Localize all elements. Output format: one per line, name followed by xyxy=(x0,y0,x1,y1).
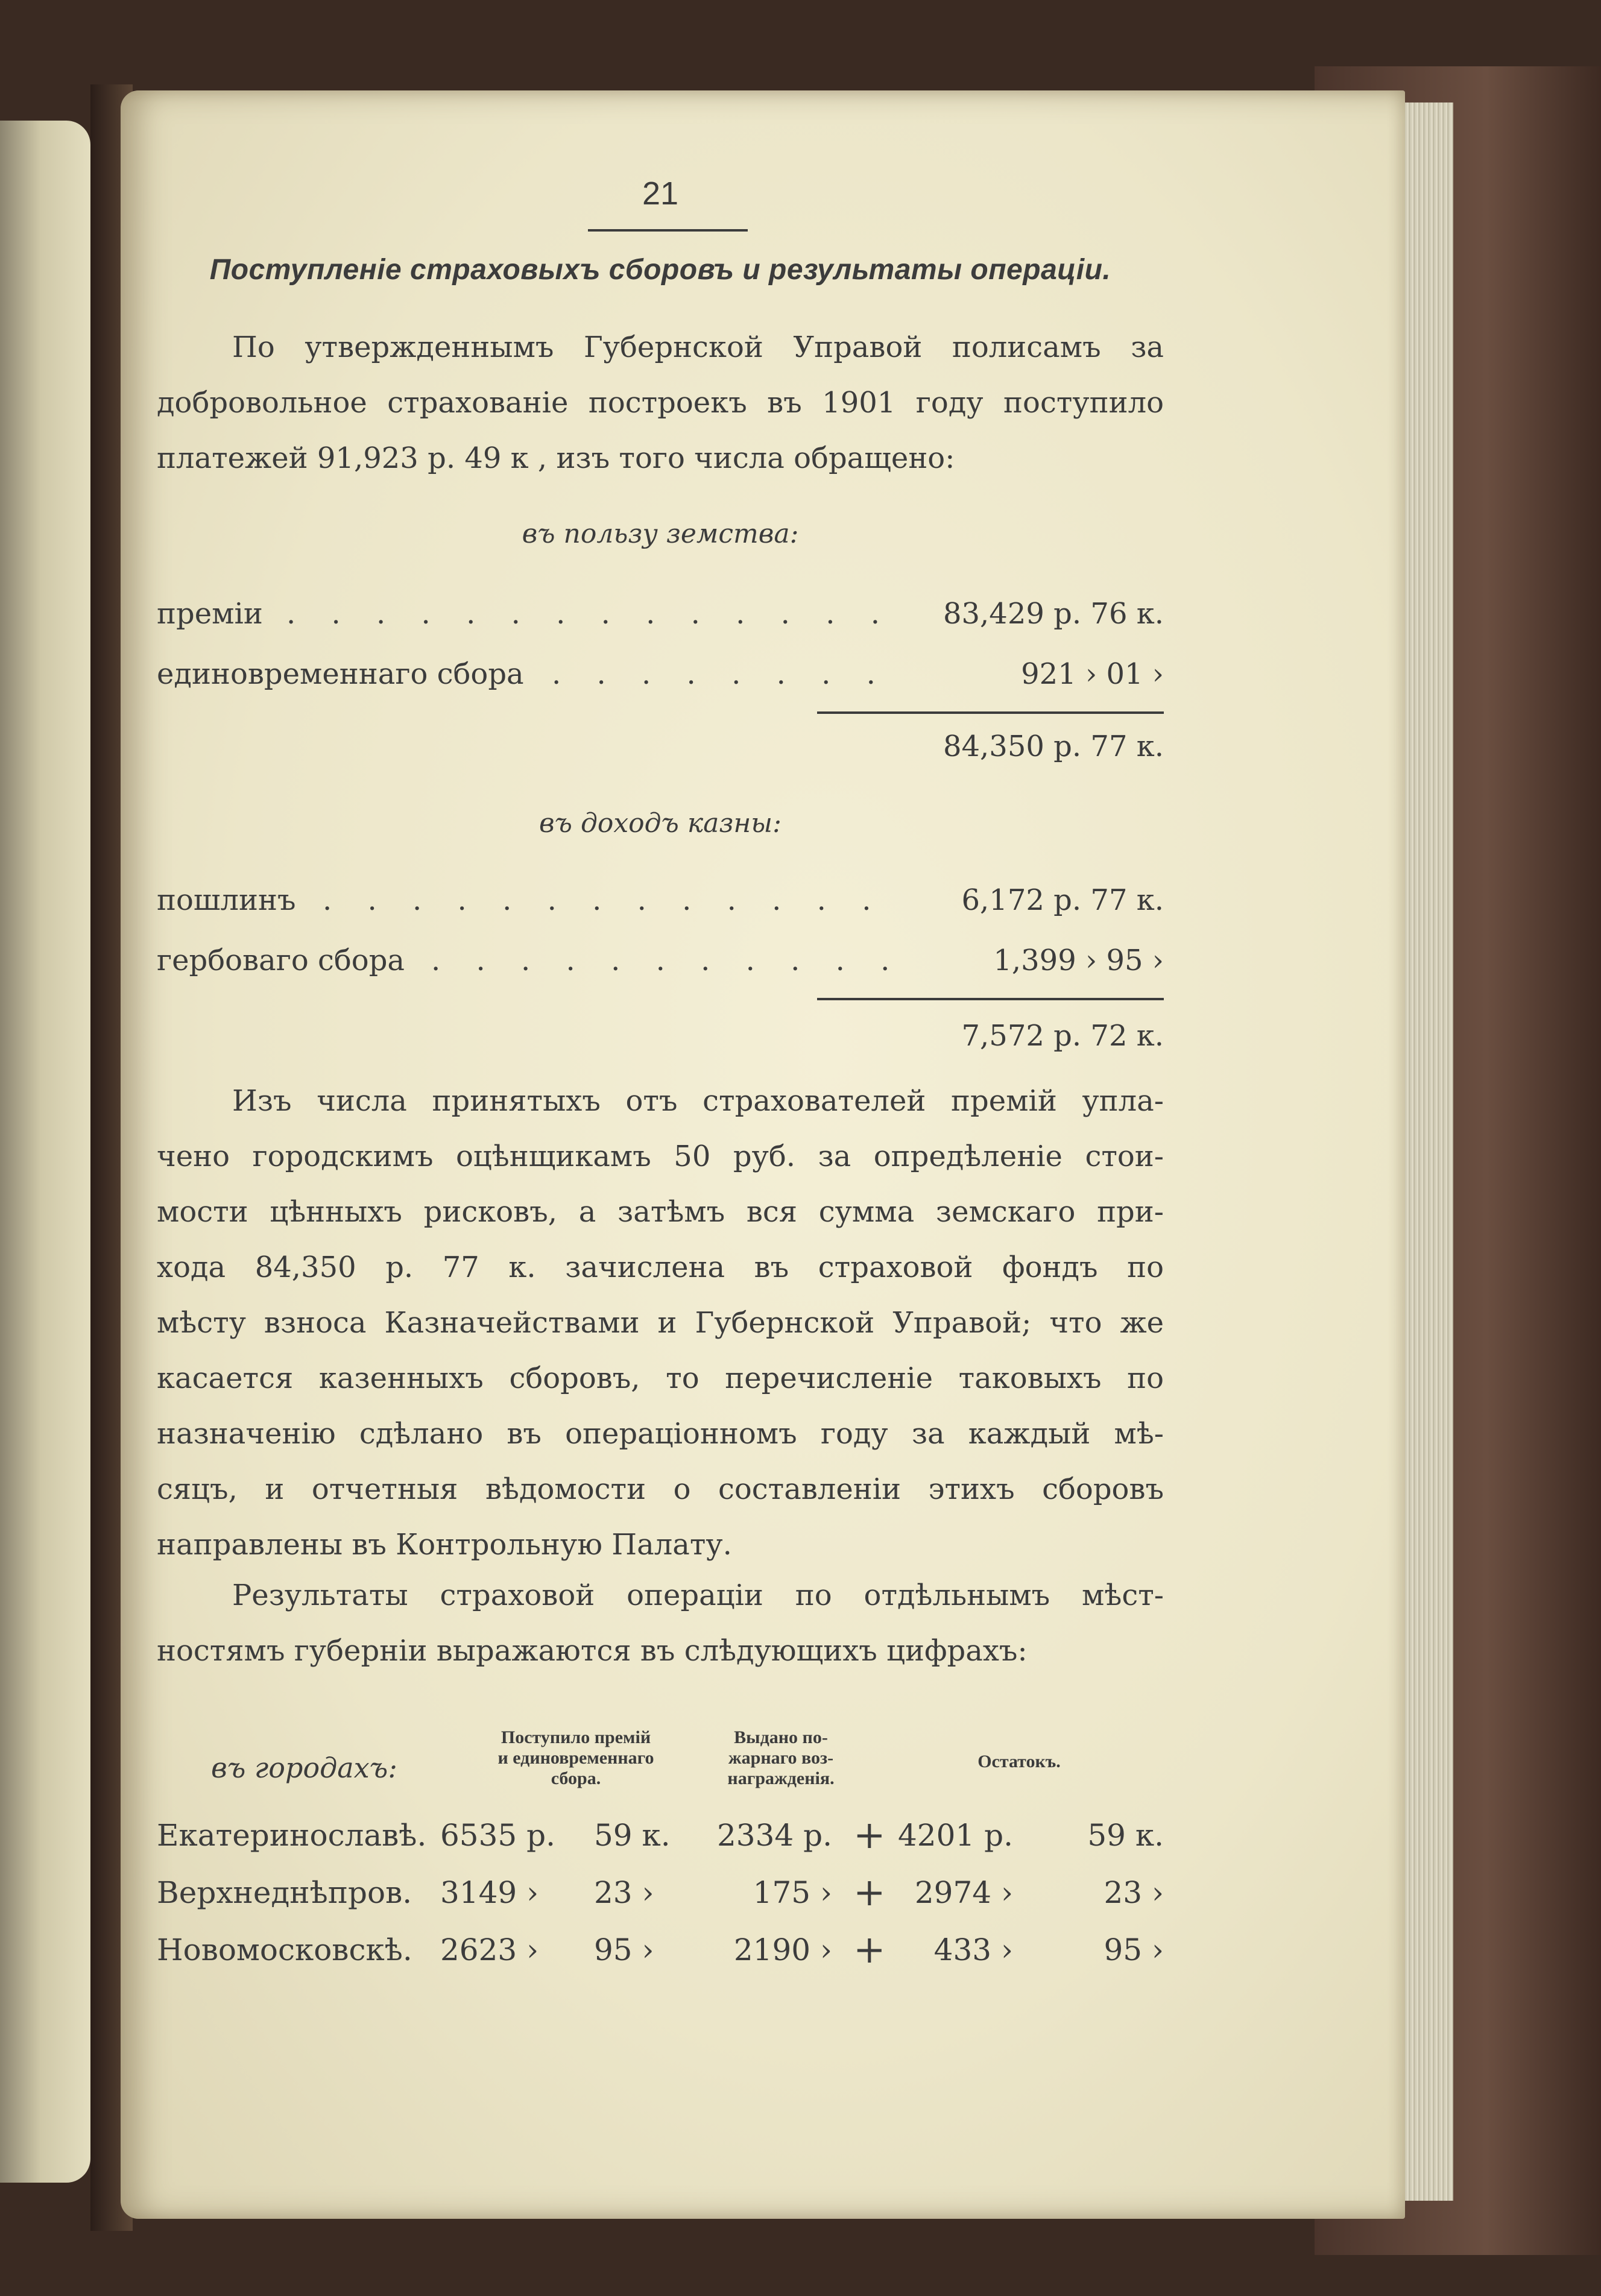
ledger-leader: . . . . . . . . . . . . . xyxy=(323,883,885,917)
text-line: Изъ числа принятыхъ отъ страхователей премій упла- xyxy=(232,1084,1164,1118)
city-cell: Верхнеднѣпров. xyxy=(157,1875,412,1910)
results-paragraph xyxy=(157,1568,1164,1679)
ledger-row xyxy=(157,657,1164,699)
ledger-leader: . . . . . . . . xyxy=(552,657,889,691)
balance-rub-cell: 433 › xyxy=(933,1932,1013,1967)
text-line: По утвержденнымъ Губернской Управой полисамъ за xyxy=(232,330,1164,364)
text-line: направлены въ Контрольную Палату. xyxy=(157,1528,732,1562)
ledger-amount: 921 › 01 › xyxy=(1021,657,1164,691)
ledger-label: пошлинъ xyxy=(157,883,296,917)
paid-cell: 175 › xyxy=(753,1875,832,1910)
text-line: назначенію сдѣлано въ операціонномъ году за каждый мѣ- xyxy=(157,1417,1164,1451)
sum-rule xyxy=(817,711,1164,714)
text-line: ностямъ губерніи выражаются въ слѣдующихъ цифрахъ: xyxy=(157,1634,1028,1668)
table-row xyxy=(157,1870,1164,1917)
left-page-edge xyxy=(0,121,90,2183)
text-line: мости цѣнныхъ рисковъ, а затѣмъ вся сумма земскаго при- xyxy=(157,1195,1164,1229)
page-number-rule xyxy=(588,229,748,232)
header-line: и единовременнаго xyxy=(497,1748,654,1768)
intro-paragraph xyxy=(157,320,1164,486)
zemstvo-subheading: въ пользу земства: xyxy=(522,519,799,549)
received-rub-cell: 6535 р. xyxy=(440,1818,556,1853)
ledger-total: 84,350 р. 77 к. xyxy=(943,730,1164,763)
text-line: мѣсту взноса Казначействами и Губернской Управой; что же xyxy=(157,1306,1164,1340)
table-header-balance xyxy=(923,1752,1116,1772)
text-line: хода 84,350 р. 77 к. зачислена въ страховой фондъ по xyxy=(157,1250,1164,1284)
sign-cell: + xyxy=(853,1870,886,1915)
text-line: Результаты страховой операціи по отдѣльнымъ мѣст- xyxy=(232,1578,1164,1612)
sign-cell: + xyxy=(853,1928,886,1972)
page-number: 21 xyxy=(642,175,679,212)
ledger-row xyxy=(157,883,1164,926)
ledger-amount: 1,399 › 95 › xyxy=(993,944,1164,977)
header-line: сбора. xyxy=(551,1768,601,1788)
ledger-row xyxy=(157,944,1164,986)
header-line: Выдано по- xyxy=(734,1727,828,1747)
ledger-label: гербоваго сбора xyxy=(157,944,405,977)
table-header-received xyxy=(455,1727,696,1789)
ledger-amount: 6,172 р. 77 к. xyxy=(961,883,1164,917)
header-line: награжденія. xyxy=(727,1768,835,1788)
balance-rub-cell: 4201 р. xyxy=(897,1818,1013,1853)
received-kop-cell: 59 к. xyxy=(594,1818,671,1853)
received-kop-cell: 23 › xyxy=(594,1875,654,1910)
table-header-paid xyxy=(703,1727,859,1789)
balance-kop-cell: 59 к. xyxy=(1087,1818,1164,1853)
received-rub-cell: 2623 › xyxy=(440,1932,539,1967)
received-kop-cell: 95 › xyxy=(594,1932,654,1967)
balance-rub-cell: 2974 › xyxy=(914,1875,1013,1910)
balance-kop-cell: 23 › xyxy=(1104,1875,1164,1910)
ledger-leader: . . . . . . . . . . . . . . xyxy=(286,597,893,631)
ledger-total-row xyxy=(157,730,1164,772)
ledger-label: единовременнаго сбора xyxy=(157,657,524,691)
ledger-amount: 83,429 р. 76 к. xyxy=(943,597,1164,631)
text-line: чено городскимъ оцѣнщикамъ 50 руб. за опредѣленіе стои- xyxy=(157,1140,1164,1173)
ledger-total-row xyxy=(157,1019,1164,1061)
ledger-label: преміи xyxy=(157,597,263,631)
text-line: сяцъ, и отчетныя вѣдомости о составленіи этихъ сборовъ xyxy=(157,1472,1164,1506)
text-line: добровольное страхованіе построекъ въ 1901 году поступило xyxy=(157,386,1164,420)
ledger-total: 7,572 р. 72 к. xyxy=(961,1019,1164,1053)
table-row xyxy=(157,1813,1164,1860)
ledger-row xyxy=(157,597,1164,639)
table-city-header: въ городахъ: xyxy=(211,1752,397,1784)
balance-kop-cell: 95 › xyxy=(1104,1932,1164,1967)
page-text xyxy=(157,0,1164,2296)
table-row xyxy=(157,1928,1164,1975)
body-paragraph xyxy=(157,1073,1164,1572)
city-cell: Екатеринославѣ. xyxy=(157,1818,427,1853)
header-line: жарнаго воз- xyxy=(728,1748,834,1768)
sign-cell: + xyxy=(853,1813,886,1858)
ledger-leader: . . . . . . . . . . . xyxy=(431,944,903,977)
paid-cell: 2334 р. xyxy=(716,1818,832,1853)
header-line: Поступило премій xyxy=(501,1727,651,1747)
header-line: Остатокъ. xyxy=(977,1752,1061,1771)
city-cell: Новомосковскѣ. xyxy=(157,1932,412,1967)
received-rub-cell: 3149 › xyxy=(440,1875,539,1910)
text-line: касается казенныхъ сборовъ, то перечисленіе таковыхъ по xyxy=(157,1361,1164,1395)
section-heading: Поступленіе страховыхъ сборовъ и результаты операціи. xyxy=(209,254,1111,286)
treasury-subheading: въ доходъ казны: xyxy=(539,808,782,839)
sum-rule xyxy=(817,998,1164,1000)
text-line: платежей 91,923 р. 49 к , изъ того числа обращено: xyxy=(157,441,955,475)
paid-cell: 2190 › xyxy=(733,1932,832,1967)
